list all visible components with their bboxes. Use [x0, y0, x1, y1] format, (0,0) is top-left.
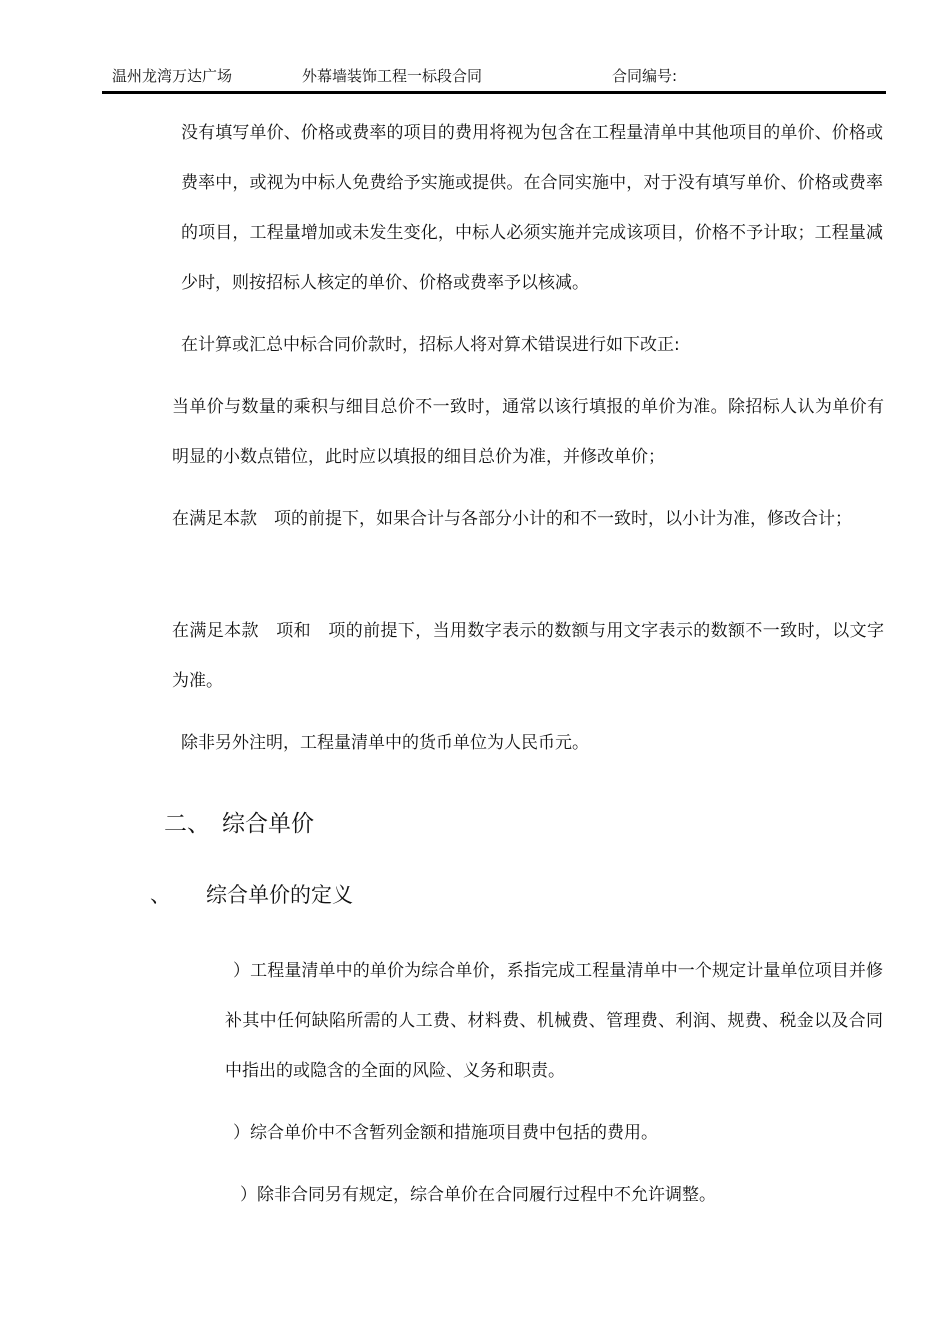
paragraph-arithmetic-correction-intro: 在计算或汇总中标合同价款时，招标人将对算术错误进行如下改正: [181, 335, 680, 355]
section-heading [164, 806, 314, 842]
subsection-title: 综合单价的定义 [206, 883, 353, 907]
section-number: 二、 [164, 811, 210, 837]
paragraph-unit-price-rule: 当单价与数量的乘积与细目总价不一致时，通常以该行填报的单价为准。除招标人认为单价有明显的小数点错位，此时应以填报的细目总价为准，并修改单价； [172, 397, 884, 467]
list-item-exclusions: ）综合单价中不含暂列金额和措施项目费中包括的费用。 [233, 1123, 658, 1143]
subsection-mark: 、 [150, 883, 171, 907]
list-item-no-adjustment: ）除非合同另有规定，综合单价在合同履行过程中不允许调整。 [240, 1185, 716, 1205]
paragraph-currency-unit: 除非另外注明，工程量清单中的货币单位为人民币元。 [181, 733, 589, 753]
paragraph-words-vs-figures-rule: 在满足本款 项和 项的前提下，当用数字表示的数额与用文字表示的数额不一致时，以文字为准。 [172, 621, 884, 691]
paragraph-unpriced-items: 没有填写单价、价格或费率的项目的费用将视为包含在工程量清单中其他项目的单价、价格或费率中，或视为中标人免费给予实施或提供。在合同实施中，对于没有填写单价、价格或费率的项目，工程量增加或未发生变化，中标人必须实施并完成该项目，价格不予计取；工程量减少时，则按招标人核定的单价、价格或费率予以核减。 [181, 123, 883, 293]
subsection-heading [150, 878, 353, 912]
section-title: 综合单价 [222, 811, 314, 837]
list-item-definition: ）工程量清单中的单价为综合单价，系指完成工程量清单中一个规定计量单位项目并修补其中任何缺陷所需的人工费、材料费、机械费、管理费、利润、规费、税金以及合同中指出的或隐含的全面的风险、义务和职责。 [225, 961, 883, 1081]
header-rule [102, 91, 886, 94]
page-header [102, 66, 886, 90]
header-contract-number-label: 合同编号: [612, 67, 678, 85]
header-contract-name: 外幕墙装饰工程一标段合同 [302, 67, 483, 85]
paragraph-subtotal-rule: 在满足本款 项的前提下，如果合计与各部分小计的和不一致时，以小计为准，修改合计； [172, 509, 852, 529]
header-project-name: 温州龙湾万达广场 [112, 67, 233, 85]
